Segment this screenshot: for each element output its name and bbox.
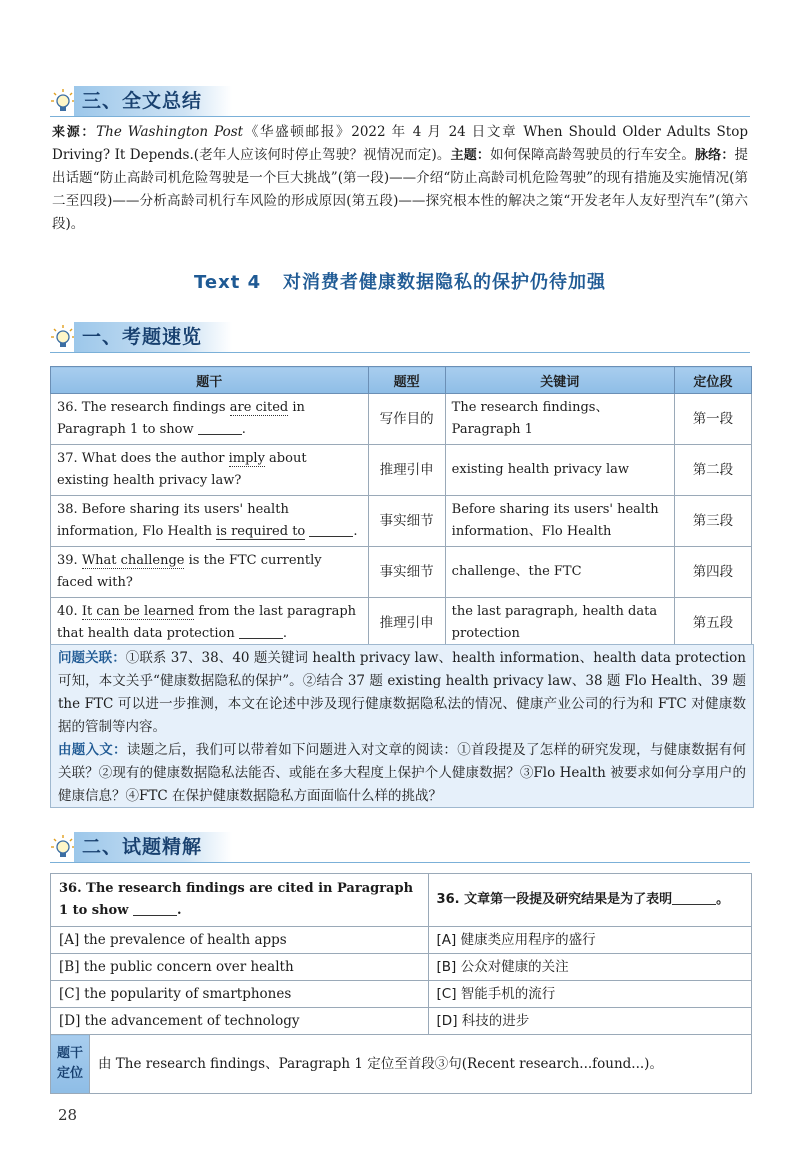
keywords: challenge、the FTC: [445, 547, 674, 598]
table-row: [51, 1008, 752, 1035]
page-number: 28: [58, 1106, 78, 1124]
section-title: 一、考题速览: [74, 322, 232, 352]
locate-paragraph: 第三段: [674, 496, 751, 547]
option-c-en: [C] the popularity of smartphones: [51, 981, 429, 1008]
section-title: 三、全文总结: [74, 86, 232, 116]
section-header-summary: [50, 86, 750, 117]
lightbulb-icon: [50, 324, 76, 350]
keywords: the last paragraph, health data protection: [445, 598, 674, 649]
question-type: 写作目的: [368, 394, 445, 445]
question-stem: 36. The research findings are cited in Paragraph 1 to show .: [51, 394, 369, 445]
header-paragraph: 定位段: [674, 367, 751, 394]
table-row: [51, 598, 752, 649]
locate-paragraph: 第一段: [674, 394, 751, 445]
locate-paragraph: 第二段: [674, 445, 751, 496]
question-type: 事实细节: [368, 547, 445, 598]
lightbulb-icon: [50, 88, 76, 114]
question-chinese: 36. 文章第一段提及研究结果是为了表明 。: [428, 874, 751, 927]
option-d-en: [D] the advancement of technology: [51, 1008, 429, 1035]
keywords: The research findings、Paragraph 1: [445, 394, 674, 445]
table-row: [51, 496, 752, 547]
table-row: [51, 1035, 752, 1094]
question-overview-table: [50, 366, 752, 649]
header-stem: 题干: [51, 367, 369, 394]
question-stem: 37. What does the author imply about existing health privacy law?: [51, 445, 369, 496]
option-d-cn: [D] 科技的进步: [428, 1008, 751, 1035]
section-header-explanation: [50, 832, 750, 863]
table-row: [51, 445, 752, 496]
table-row: [51, 954, 752, 981]
locate-text: 由 The research findings、Paragraph 1 定位至首段③句(Recent research...found...)。: [90, 1035, 752, 1094]
table-row: [51, 981, 752, 1008]
locate-label: 题干 定位: [51, 1035, 90, 1094]
table-row: [51, 927, 752, 954]
header-keywords: 关键词: [445, 367, 674, 394]
option-a-en: [A] the prevalence of health apps: [51, 927, 429, 954]
option-b-en: [B] the public concern over health: [51, 954, 429, 981]
question-type: 事实细节: [368, 496, 445, 547]
keywords: Before sharing its users' health information、Flo Health: [445, 496, 674, 547]
question-english: 36. The research findings are cited in Paragraph 1 to show .: [51, 874, 429, 927]
table-row: [51, 547, 752, 598]
text4-heading: Text 4 对消费者健康数据隐私的保护仍待加强: [194, 272, 606, 293]
option-c-cn: [C] 智能手机的流行: [428, 981, 751, 1008]
question-stem: 38. Before sharing its users' health information, Flo Health is required to .: [51, 496, 369, 547]
table-row: [51, 874, 752, 927]
question-type: 推理引申: [368, 445, 445, 496]
question-relation-box: 问题关联：①联系 37、38、40 题关键词 health privacy law、health information、health data protection 可知，本文关乎“健康数据隐私的保护”。②结合 37 题 existing health privacy law、38 题 Flo Health、39 题 the FTC 可以进一步推测，本文在论述中涉及现行健康数据隐私法的情况、健康产业公司的行为和 FTC 对健康数据的管制等内容。 由题入文：读题之后，我们可以带着如下问题进入对文章的阅读：①首段提及了怎样的研究发现，与健康数据有何关联？②现有的健康数据隐私法能否、或能在多大程度上保护个人健康数据？③Flo Health 被要求如何分享用户的健康信息？④FTC 在保护健康数据隐私方面面临什么样的挑战？: [50, 644, 754, 808]
option-a-cn: [A] 健康类应用程序的盛行: [428, 927, 751, 954]
keywords: existing health privacy law: [445, 445, 674, 496]
section-title: 二、试题精解: [74, 832, 232, 862]
table-row: [51, 394, 752, 445]
section-header-overview: [50, 322, 750, 353]
question-explanation-table: [50, 873, 752, 1094]
question-stem: 40. It can be learned from the last paragraph that health data protection .: [51, 598, 369, 649]
locate-paragraph: 第五段: [674, 598, 751, 649]
option-b-cn: [B] 公众对健康的关注: [428, 954, 751, 981]
lightbulb-icon: [50, 834, 76, 860]
locate-paragraph: 第四段: [674, 547, 751, 598]
header-type: 题型: [368, 367, 445, 394]
summary-paragraph: 来源：The Washington Post《华盛顿邮报》2022 年 4 月 24 日文章 When Should Older Adults Stop Driving? It Depends.(老年人应该何时停止驾驶？视情况而定)。主题：如何保障高龄驾驶员的行车安全。脉络：提出话题“防止高龄司机危险驾驶是一个巨大挑战”(第一段)——介绍“防止高龄司机危险驾驶”的现有措施及实施情况(第二至四段)——分析高龄司机行车风险的形成原因(第五段)——探究根本性的解决之策“开发老年人友好型汽车”(第六段)。: [52, 124, 748, 232]
question-stem: 39. What challenge is the FTC currently faced with?: [51, 547, 369, 598]
question-type: 推理引申: [368, 598, 445, 649]
